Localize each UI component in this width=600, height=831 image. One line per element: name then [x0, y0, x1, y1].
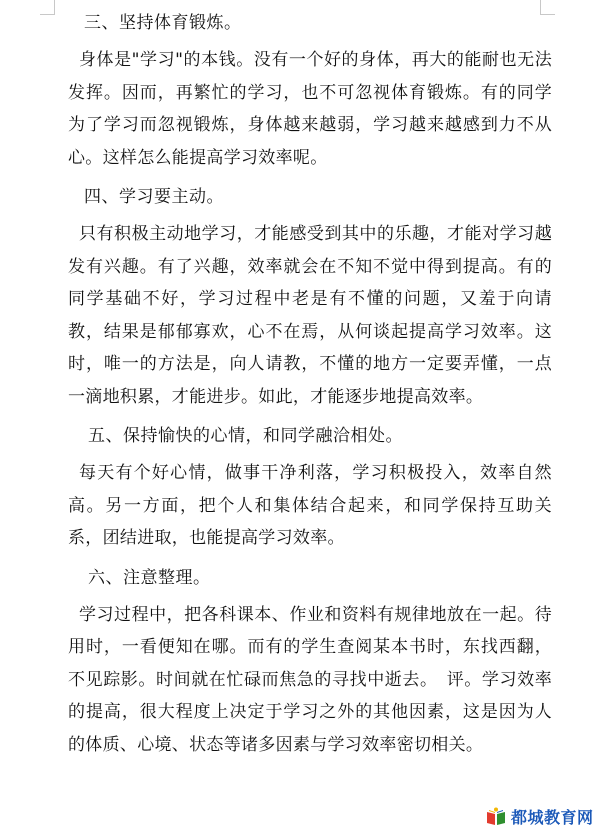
book-icon: [485, 807, 507, 827]
section-heading-3: 三、坚持体育锻炼。: [84, 13, 242, 33]
site-watermark: [485, 802, 600, 831]
margin-corner-mark-left: [40, 0, 55, 15]
section-paragraph-6: 学习过程中，把各科课本、作业和资料有规律地放在一起。待用时，一看便知在哪。而有的学生查阅某本书时，东找西翻，不见踪影。时间就在忙碌而焦急的寻找中逝去。 评。学习效率的提高，很大程度上决定于学习之外的其他因素，这是因为人的体质、心境、状态等诸多因素与学习效率密切相关。: [68, 604, 552, 755]
section-paragraph-5: 每天有个好心情，做事干净利落，学习积极投入，效率自然高。另一方面，把个人和集体结合起来，和同学保持互助关系，团结进取，也能提高学习效率。: [68, 463, 552, 548]
document-body: [68, 6, 552, 767]
section-heading-4: 四、学习要主动。: [84, 187, 224, 207]
section-heading-5: 五、保持愉快的心情，和同学融洽相处。: [88, 426, 403, 446]
section-paragraph-3: 身体是"学习"的本钱。没有一个好的身体，再大的能耐也无法发挥。因而，再繁忙的学习，也不可忽视体育锻炼。有的同学为了学习而忽视锻炼，身体越来越弱，学习越来越感到力不从心。这样怎么能提高学习效率呢。: [68, 50, 552, 168]
section-heading-6: 六、注意整理。: [88, 567, 211, 588]
watermark-text: 都城教育网: [511, 808, 594, 827]
section-paragraph-4: 只有积极主动地学习，才能感受到其中的乐趣，才能对学习越发有兴趣。有了兴趣，效率就会在不知不觉中得到提高。有的同学基础不好，学习过程中老是有不懂的问题，又羞于向请教，结果是郁郁寡欢，心不在焉，从何谈起提高学习效率。这时，唯一的方法是，向人请教，不懂的地方一定要弄懂，一点一滴地积累，才能进步。如此，才能逐步地提高效率。: [68, 224, 552, 407]
